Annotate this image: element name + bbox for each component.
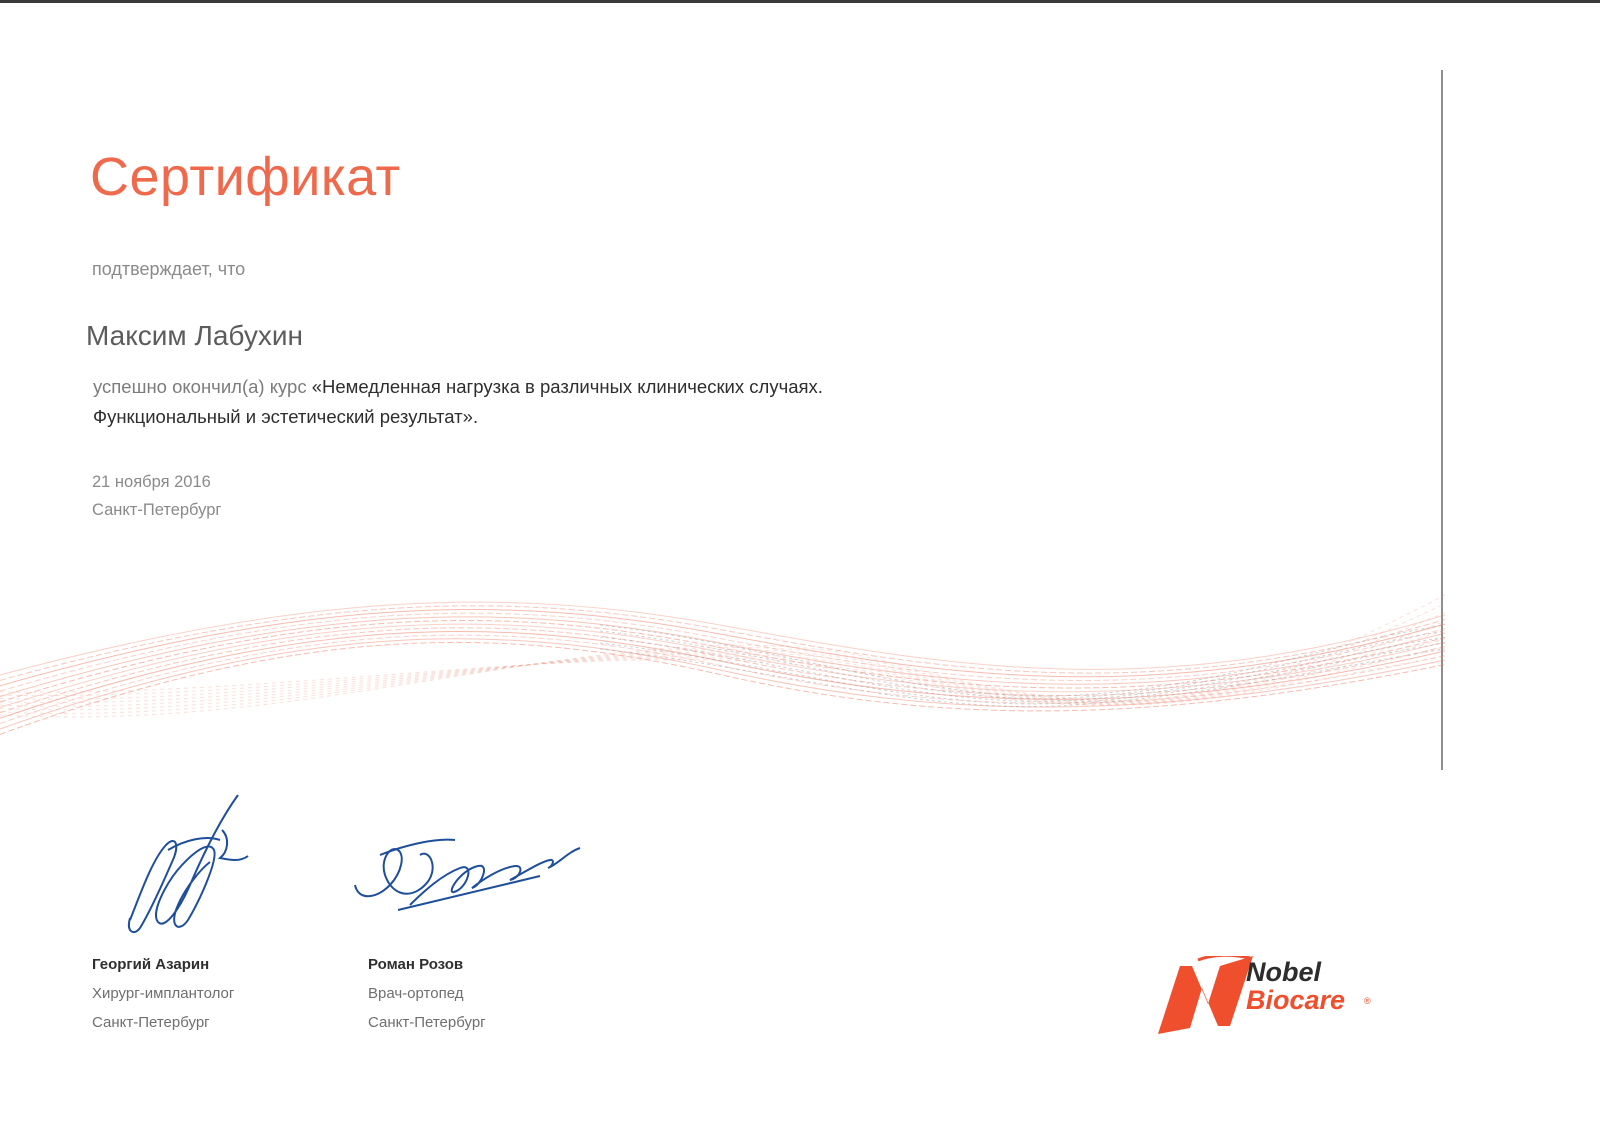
signer-block	[92, 950, 234, 1037]
wave-line-pink	[0, 630, 1445, 703]
course-name-line2: Функциональный и эстетический результат».	[93, 406, 479, 427]
issue-date: 21 ноября 2016	[92, 473, 211, 491]
certificate-title: Сертификат	[90, 147, 401, 207]
scan-top-edge	[0, 0, 1600, 3]
logo-text-nobel: Nobel	[1246, 957, 1322, 987]
decorative-wave-lines	[0, 555, 1445, 805]
wave-line-pink	[0, 657, 1445, 706]
signer-name: Роман Розов	[368, 956, 464, 973]
registered-mark: ®	[1364, 996, 1371, 1006]
signer-name: Георгий Азарин	[92, 956, 210, 973]
signature-azarin	[110, 790, 260, 940]
signer-city: Санкт-Петербург	[368, 1014, 486, 1031]
recipient-name: Максим Лабухин	[86, 320, 303, 351]
signature-rozov	[350, 830, 585, 925]
wave-line-pink	[0, 595, 1445, 717]
confirms-text: подтверждает, что	[92, 259, 246, 279]
nobel-biocare-n-icon	[1158, 956, 1253, 1034]
issue-city: Санкт-Петербург	[92, 501, 222, 519]
wave-line-red	[0, 642, 1445, 734]
nobel-biocare-logo	[1158, 948, 1373, 1038]
signer-role: Хирург-имплантолог	[92, 985, 235, 1002]
course-statement	[93, 372, 823, 432]
signer-role: Врач-ортопед	[368, 985, 464, 1002]
course-name-line1: «Немедленная нагрузка в различных клинических случаях.	[311, 376, 823, 397]
wave-line-gray	[600, 631, 1445, 699]
logo-wordmark	[1246, 958, 1345, 1014]
logo-text-biocare: Biocare	[1246, 985, 1346, 1015]
signer-city: Санкт-Петербург	[92, 1014, 210, 1031]
signer-block	[368, 950, 486, 1037]
course-lead-text: успешно окончил(а) курс	[93, 376, 312, 397]
